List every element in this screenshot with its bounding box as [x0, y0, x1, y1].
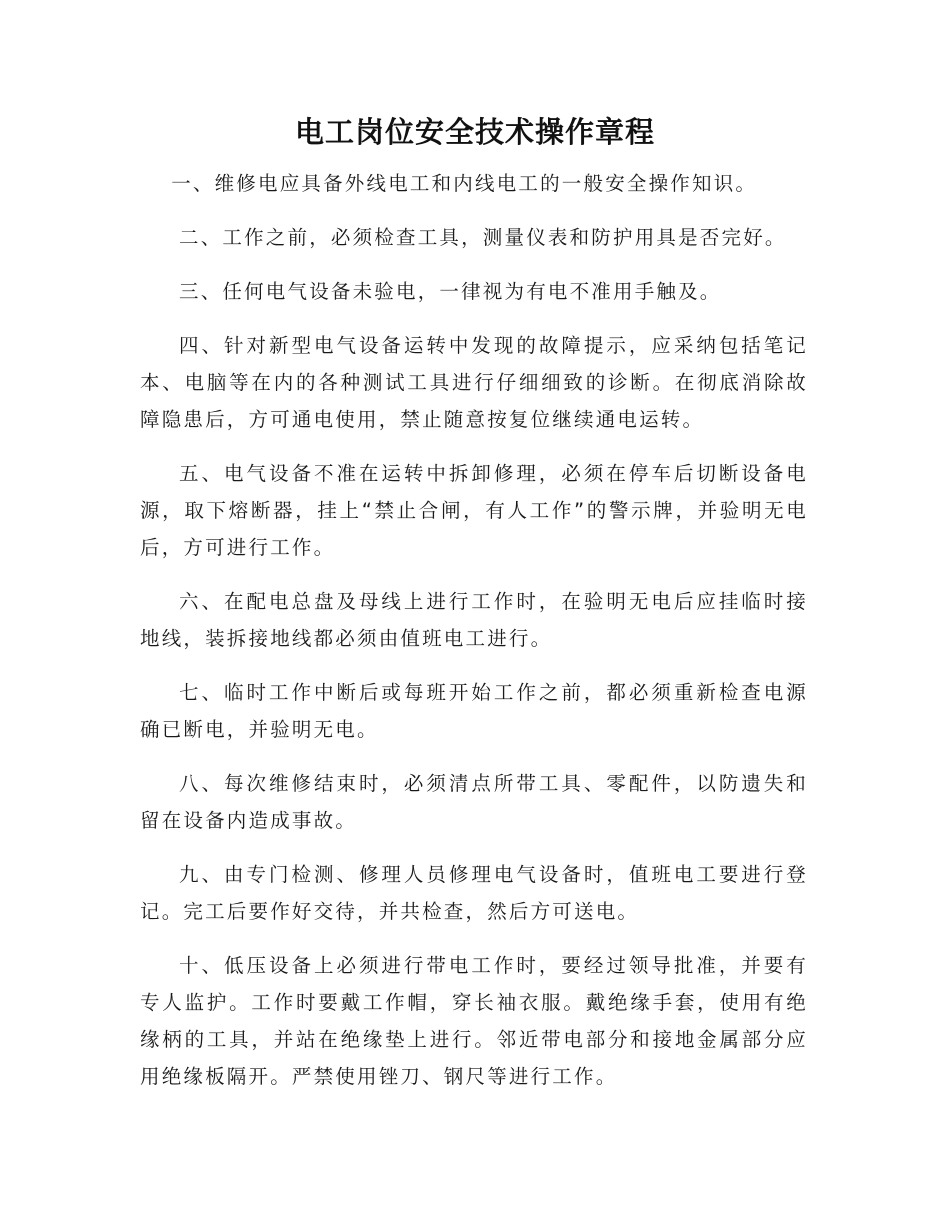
document-title: 电工岗位安全技术操作章程	[294, 115, 655, 149]
paragraph-1: 一、维修电应具备外线电工和内线电工的一般安全操作知识。	[171, 172, 758, 195]
paragraph-9: 九、由专门检测、修理人员修理电气设备时，值班电工要进行登记。完工后要作好交待，并共检查，然后方可送电。	[140, 863, 808, 923]
paragraph-7: 七、临时工作中断后或每班开始工作之前，都必须重新检查电源确已断电，并验明无电。	[140, 681, 808, 741]
paragraph-6: 六、在配电总盘及母线上进行工作时，在验明无电后应挂临时接地线，装拆接地线都必须由值班电工进行。	[140, 590, 808, 650]
paragraph-3: 三、任何电气设备未验电，一律视为有电不准用手触及。	[179, 280, 722, 303]
paragraph-4: 四、针对新型电气设备运转中发现的故障提示，应采纳包括笔记本、电脑等在内的各种测试工具进行仔细细致的诊断。在彻底消除故障隐患后，方可通电使用，禁止随意按复位继续通电运转。	[140, 334, 808, 431]
paragraph-5: 五、电气设备不准在运转中拆卸修理，必须在停车后切断设备电源，取下熔断器，挂上“禁止合闸，有人工作”的警示牌，并验明无电后，方可进行工作。	[140, 462, 808, 559]
paragraph-8: 八、每次维修结束时，必须清点所带工具、零配件，以防遗失和留在设备内造成事故。	[140, 772, 808, 832]
document-body	[140, 165, 808, 1112]
paragraph-2: 二、工作之前，必须检查工具，测量仪表和防护用具是否完好。	[179, 226, 787, 249]
paragraph-10: 十、低压设备上必须进行带电工作时，要经过领导批准，并要有专人监护。工作时要戴工作帽，穿长袖衣服。戴绝缘手套，使用有绝缘柄的工具，并站在绝缘垫上进行。邻近带电部分和接地金属部分应用绝缘板隔开。严禁使用锉刀、钢尺等进行工作。	[140, 954, 808, 1088]
